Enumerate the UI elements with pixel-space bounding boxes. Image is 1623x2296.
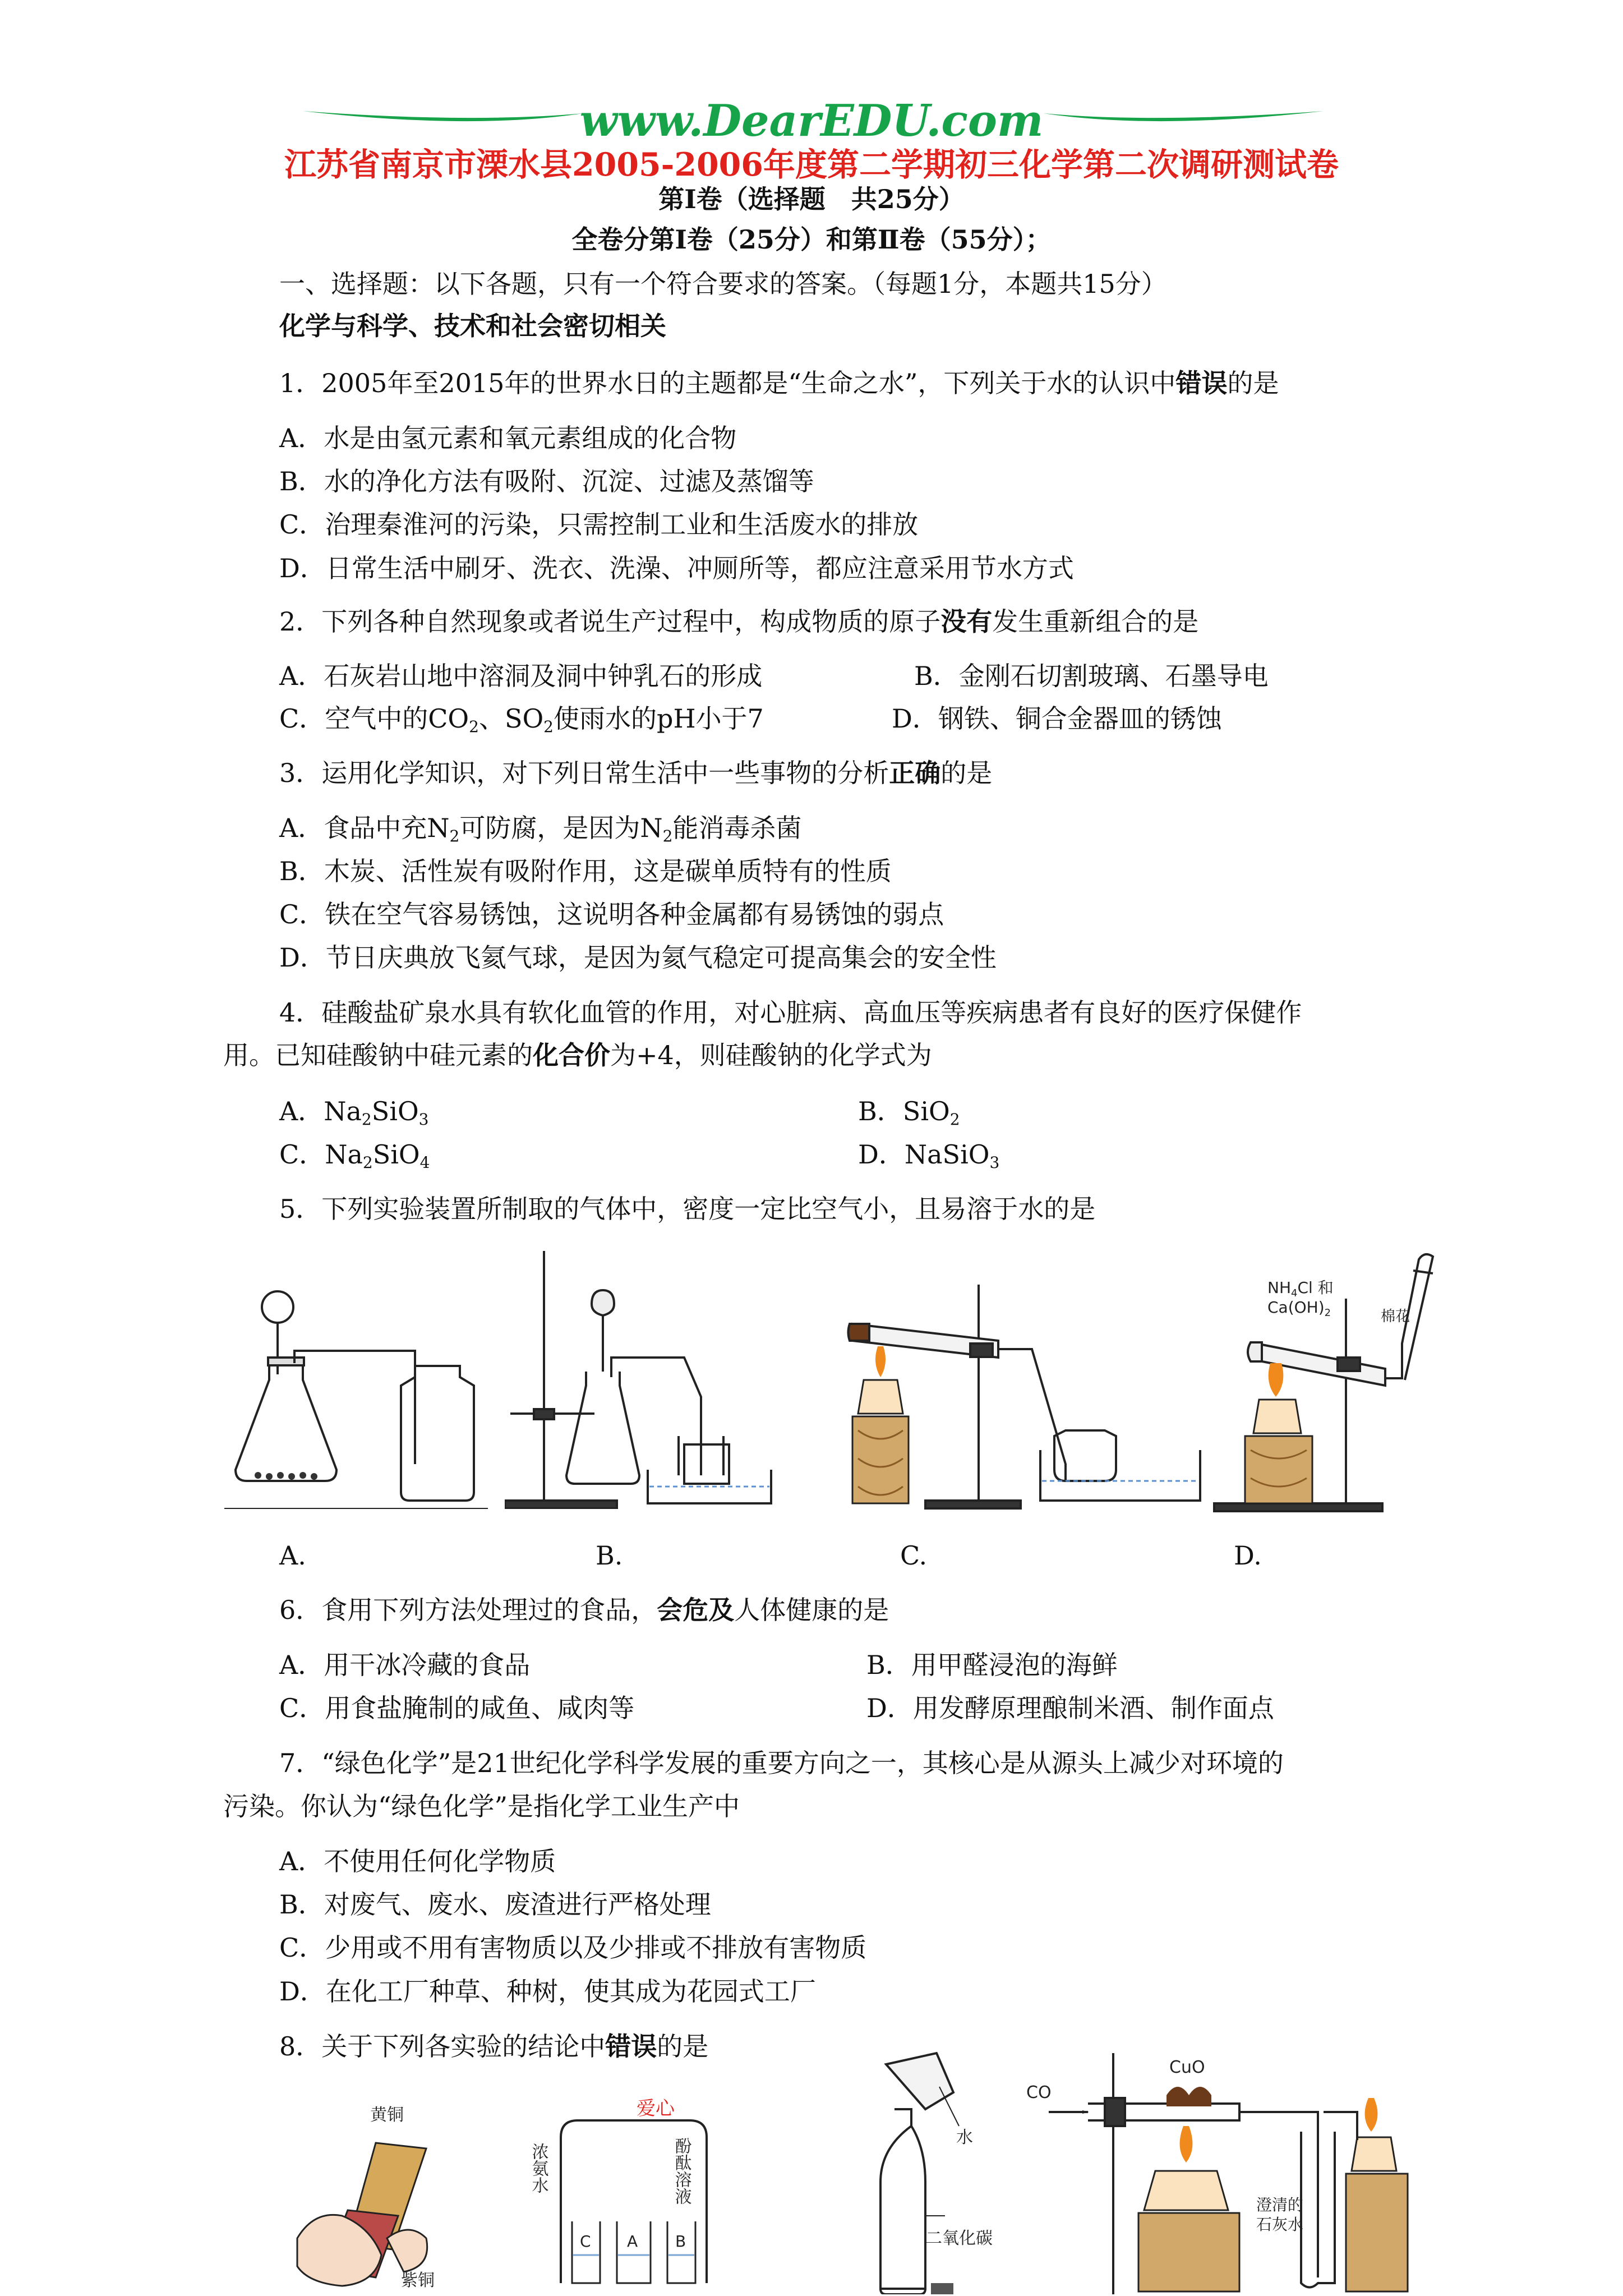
q8-stem-end: 的是	[657, 2031, 709, 2062]
q5-d-reagent-line1: $NH_4Cl$ 和	[1267, 1278, 1334, 1299]
q6-stem-emphasis: 会危及	[657, 1595, 735, 1625]
q8-fig-bottle	[841, 2042, 1004, 2294]
q1-stem	[279, 370, 1279, 396]
q4-stem-emphasis: 化合价	[533, 1040, 610, 1070]
section-heading: 一、选择题：以下各题，只有一个符合要求的答案。（每题1分，本题共15分）	[279, 269, 1167, 299]
q6-option-a: A．用干冰冷藏的食品	[279, 1650, 531, 1680]
q1-option-a: A．水是由氢元素和氧元素组成的化合物	[279, 423, 737, 453]
q4-b-sub1: 2	[949, 1110, 960, 1129]
q4-stem-end: 为+4，则硅酸钠的化学式为	[610, 1040, 932, 1070]
q8-fig-co-reduction	[1026, 2042, 1475, 2294]
q7-stem-line2: 污染。你认为“绿色化学”是指化学工业生产中	[223, 1791, 740, 1821]
q4-stem-line2	[223, 1042, 932, 1068]
q5-apparatus-c	[847, 1279, 1211, 1515]
q8-copper-label: 紫铜	[401, 2271, 435, 2289]
logo-text[interactable]: www.DearEDU.com	[579, 95, 1044, 146]
q4-option-c	[279, 1139, 430, 1172]
q4-c-sub2: 4	[419, 1153, 430, 1172]
q6-stem-text: 6．食用下列方法处理过的食品，	[279, 1595, 657, 1625]
q3-a-sub2: 2	[662, 827, 673, 845]
q7-option-d: D．在化工厂种草、种树，使其成为花园式工厂	[279, 1976, 816, 2007]
q8-brass-label: 黄铜	[370, 2105, 404, 2125]
q3-a-text2: 可防腐，是因为N	[459, 813, 663, 843]
q4-a-text2: SiO	[371, 1096, 419, 1126]
q3-a-text1: A．食品中充N	[279, 813, 450, 843]
q2-option-c	[279, 703, 764, 736]
q8-stem-text: 8．关于下列各实验的结论中	[279, 2031, 606, 2062]
q3-a-sub1: 2	[449, 827, 460, 845]
q8-watermark: 爱心	[637, 2098, 675, 2120]
q8-phenol-label: 酚酞溶液	[671, 2137, 691, 2205]
q4-a-text1: A．Na	[279, 1096, 362, 1126]
q8-water-label: 水	[956, 2128, 973, 2147]
q4-b-text1: B．SiO	[858, 1096, 950, 1126]
q4-stem-line1: 4．硅酸盐矿泉水具有软化血管的作用，对心脏病、高血压等疾病患者有良好的医疗保健作	[279, 997, 1302, 1028]
q3-stem-emphasis: 正确	[889, 758, 941, 788]
q7-option-a: A．不使用任何化学物质	[279, 1846, 556, 1876]
q5-d-cotton-label: 棉花	[1381, 1308, 1410, 1325]
q6-stem-end: 人体健康的是	[734, 1595, 889, 1625]
q1-option-c: C．治理秦淮河的污染，只需控制工业和生活废水的排放	[279, 509, 919, 540]
q5-d-reagent-line2: $Ca(OH)_2$	[1267, 1298, 1331, 1319]
q1-stem-emphasis: 错误	[1175, 368, 1228, 398]
q3-option-d: D．节日庆典放飞氦气球，是因为氦气稳定可提高集会的安全性	[279, 942, 997, 973]
q2-c-sub1: 2	[469, 717, 479, 736]
q2-stem-emphasis: 没有	[940, 606, 993, 637]
q4-d-text1: D．NaSiO	[858, 1139, 990, 1170]
q2-c-text2: 、SO	[478, 703, 544, 734]
q5-label-c: C.	[900, 1540, 928, 1571]
q4-option-d	[858, 1139, 1000, 1172]
q3-a-text3: 能消毒杀菌	[672, 813, 802, 843]
q3-stem-text: 3．运用化学知识，对下列日常生活中一些事物的分析	[279, 758, 889, 788]
q8-co-label: CO	[1026, 2083, 1052, 2102]
q5-label-d: D.	[1234, 1540, 1262, 1571]
q2-option-d: D．钢铁、铜合金器皿的锈蚀	[892, 703, 1222, 734]
q8-beaker-b: B	[675, 2232, 686, 2251]
q3-stem	[279, 760, 992, 786]
q8-cuo-label: CuO	[1169, 2058, 1205, 2077]
q5-apparatus-a	[224, 1285, 488, 1509]
q6-option-d: D．用发酵原理酿制米酒、制作面点	[866, 1693, 1274, 1723]
q4-c-text2: SiO	[372, 1139, 420, 1170]
q6-stem	[279, 1597, 889, 1623]
q7-option-c: C．少用或不用有害物质以及少排或不排放有害物质	[279, 1932, 867, 1963]
q1-stem-end: 的是	[1227, 368, 1279, 398]
q4-option-a	[279, 1096, 429, 1129]
q5-label-a: A.	[279, 1540, 306, 1571]
q8-ammonia-label: 浓氨水	[528, 2143, 548, 2193]
q4-c-text1: C．Na	[279, 1139, 363, 1170]
q8-stem-emphasis: 错误	[605, 2031, 657, 2062]
q3-stem-end: 的是	[940, 758, 993, 788]
q8-co2-label: 二氧化碳	[925, 2229, 993, 2248]
q2-stem-end: 发生重新组合的是	[992, 606, 1199, 637]
section-topic: 化学与科学、技术和社会密切相关	[279, 311, 666, 341]
q8-fig-scratch	[292, 2098, 499, 2289]
q4-a-sub1: 2	[361, 1110, 372, 1129]
q2-option-b: B．金刚石切割玻璃、石墨导电	[914, 661, 1269, 691]
q1-option-d: D．日常生活中刷牙、洗衣、洗澡、冲厕所等，都应注意采用节水方式	[279, 553, 1074, 583]
q7-option-b: B．对废气、废水、废渣进行严格处理	[279, 1889, 711, 1920]
q4-c-sub1: 2	[362, 1153, 373, 1172]
q4-a-sub2: 3	[418, 1110, 429, 1129]
q3-option-b: B．木炭、活性炭有吸附作用，这是碳单质特有的性质	[279, 856, 892, 886]
q5-apparatus-b	[505, 1251, 774, 1509]
q3-option-c: C．铁在空气容易锈蚀，这说明各种金属都有易锈蚀的弱点	[279, 899, 944, 930]
q8-fig-ammonia	[510, 2098, 746, 2294]
q8-beaker-a: A	[627, 2232, 638, 2251]
q4-option-b	[858, 1096, 960, 1129]
q8-limewater-line1: 澄清的	[1256, 2196, 1304, 2214]
q6-option-b: B．用甲醛浸泡的海鲜	[866, 1650, 1118, 1680]
q2-stem-text: 2．下列各种自然现象或者说生产过程中，构成物质的原子	[279, 606, 941, 637]
q5-label-b: B.	[596, 1540, 623, 1571]
q7-stem-line1: 7．“绿色化学”是21世纪化学科学发展的重要方向之一，其核心是从源头上减少对环境的	[279, 1748, 1284, 1778]
q4-d-sub1: 3	[989, 1153, 1000, 1172]
q4-stem-text: 用。已知硅酸钠中硅元素的	[223, 1040, 533, 1070]
q2-option-a: A．石灰岩山地中溶洞及洞中钟乳石的形成	[279, 661, 763, 691]
q3-option-a	[279, 813, 802, 845]
q8-limewater-line2: 石灰水	[1256, 2215, 1304, 2234]
q2-stem	[279, 606, 1199, 637]
q1-stem-text: 1．2005年至2015年的世界水日的主题都是“生命之水”，下列关于水的认识中	[279, 368, 1176, 398]
q6-option-c: C．用食盐腌制的咸鱼、咸肉等	[279, 1693, 635, 1723]
q1-option-b: B．水的净化方法有吸附、沉淀、过滤及蒸馏等	[279, 466, 814, 496]
q8-beaker-c: C	[580, 2232, 591, 2251]
q2-c-text3: 使雨水的pH小于7	[554, 703, 764, 734]
page-title: 江苏省南京市溧水县2005-2006年度第二学期初三化学第二次调研测试卷	[284, 146, 1339, 183]
q5-stem: 5．下列实验装置所制取的气体中，密度一定比空气小，且易溶于水的是	[279, 1194, 1096, 1224]
score-note: 全卷分第Ⅰ卷（25分）和第Ⅱ卷（55分）；	[571, 224, 1052, 255]
q8-stem	[279, 2031, 709, 2062]
volume-heading: 第Ⅰ卷（选择题 共25分）	[658, 184, 965, 214]
q5-apparatus-d	[1211, 1248, 1475, 1517]
q2-c-text1: C．空气中的CO	[279, 703, 469, 734]
q2-c-sub2: 2	[543, 717, 554, 736]
